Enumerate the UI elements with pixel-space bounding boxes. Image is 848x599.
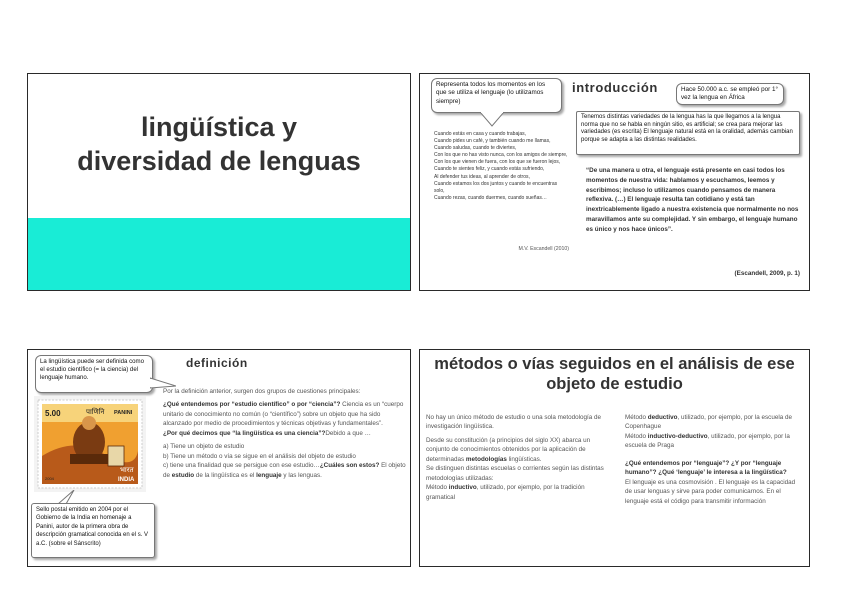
list-c-mid: El objeto de: [163, 462, 406, 479]
question-2-bold: ¿Por qué decimos que “la lingüística es una ciencia”?: [163, 429, 326, 437]
left-paragraph-4: [426, 483, 604, 502]
list-c-bold3: lenguaje: [256, 471, 282, 479]
right-p1-end: , utilizado, por ejemplo, por la escuela de Copenhague: [625, 414, 792, 431]
right-p2-bold: inductivo-deductivo: [647, 432, 708, 440]
slide-title: [27, 73, 411, 291]
left-paragraph-2: [426, 436, 604, 464]
stamp-value: 5.00: [45, 409, 61, 418]
right-paragraph-2: [625, 432, 803, 451]
poem-line: Con los que vienen de fuera, con los que se fueron lejos,: [434, 159, 561, 166]
definicion-title: definición: [186, 356, 248, 370]
slide-title-heading: [28, 110, 410, 178]
poem-line: Cuando estamos los dos juntos y cuando te encuentras solo,: [434, 180, 558, 194]
list-item-c: [163, 461, 407, 480]
right-p1-pre: Método: [625, 414, 648, 421]
right-question: [625, 459, 803, 478]
right-p1-bold: deductivo: [647, 414, 678, 421]
left-paragraph-1: No hay un único método de estudio o una sola metodología de investigación lingüística.: [426, 414, 602, 431]
definicion-body: [163, 387, 407, 480]
left-p2-end: lingüísticas.: [506, 455, 542, 463]
left-p4-end: , utilizado, por ejemplo, por la tradición gramatical: [426, 484, 585, 501]
metodos-title: métodos o vías seguidos en el análisis de ese objeto de estudio: [434, 355, 795, 393]
poem: [434, 131, 569, 202]
slide-introduccion: [419, 73, 810, 291]
callout-varieties-text: Tenemos distintas variedades de la lengua has la que llegamos a la lengua norma que no se habla en ningún sitio, es artificial; se crea para mejorar las variedades (es escrita) El lenguaje natural está en la oralidad, además cambian porque se adapta a las distintas realidades.: [581, 114, 793, 143]
left-p2-bold: metodologías: [465, 455, 507, 463]
list-c-mid2: de la lingüística es el: [194, 471, 257, 479]
question-2-text: Debido a que …: [325, 429, 371, 437]
poem-line: Cuando te sientes feliz, y cuando estás sufriendo,: [434, 166, 545, 173]
intro-text: Por la definición anterior, surgen dos grupos de cuestiones principales:: [163, 388, 361, 395]
right-question-bold: ¿Qué entendemos por “lenguaje”? ¿Y por “lenguaje humano”? ¿Qué ‘lenguaje’ le interesa a la lingüística?: [625, 459, 787, 477]
poem-line: Al defender tus ideas, al aprender de otros,: [434, 173, 530, 180]
poem-line: Cuando pides un café, y también cuando me llamas,: [434, 138, 551, 145]
list-c-bold2: estudio: [171, 471, 195, 479]
poem-line: Con los que no has visto nunca, con los amigos de siempre,: [434, 152, 568, 159]
poem-line: Cuando rezas, cuando duermes, cuando sueñas…: [434, 194, 547, 201]
slide-definicion: [27, 349, 411, 567]
stamp-name-hindi: पाणिनि: [86, 408, 105, 416]
introduccion-title: introducción: [572, 80, 658, 95]
left-p4-bold: inductivo: [448, 484, 477, 492]
left-paragraph-3: Se distinguen distintas escuelas o corrientes según las distintas metodologías utilizadas:: [426, 465, 604, 482]
list-c-bold1: ¿Cuáles son estos?: [319, 462, 380, 470]
callout-stamp: [31, 503, 155, 558]
stamp-name: PANINI: [114, 410, 133, 416]
question-1-text: Ciencia es un “cuerpo unitario de conocimiento no común (o “científico”) sobre un objeto que ha sido alcanzado por medio de procedimientos y técnicas objetivas y fundamentales”.: [163, 401, 404, 428]
list-item-b: b) Tiene un método o vía se sigue en el análisis del objeto de estudio: [163, 452, 356, 460]
poem-line: Cuando estás en casa y cuando trabajas,: [434, 131, 527, 137]
callout-definition: [35, 355, 153, 393]
list-c-end: y las lenguas.: [281, 471, 322, 479]
quote-source: (Escandell, 2009, p. 1): [734, 270, 800, 277]
callout-date: [676, 83, 784, 105]
accent-band: [28, 218, 410, 291]
right-p2-end: , utilizado, por ejemplo, por la escuela de Praga: [625, 432, 790, 450]
list-c-pre: c) tiene una finalidad que se persigue con ese estudio…: [163, 462, 320, 470]
stamp-country-hindi: भारत: [120, 466, 134, 474]
right-p2-pre: Método: [625, 432, 648, 440]
poem-source: M.V. Escandell (2010): [518, 246, 569, 252]
callout-tail: [480, 112, 504, 128]
left-p4-pre: Método: [426, 484, 449, 492]
escandell-quote: “De una manera u otra, el lenguaje está presente en casi todos los momentos de nuestra vida: hablamos y escuchamos, leemos y escribimos; incluso lo utilizamos cuando pensamos de manera reflexiva. (…) El lenguaje resulta tan cotidiano y está tan inextricablemente ligado a nuestra existencia que normalmente no nos maravillamos ante su complejidad. Y sin embargo, el lenguaje humano es único y nos hace únicos”.: [586, 167, 799, 233]
callout-poem-intro: [431, 78, 562, 113]
callout-varieties: [576, 111, 800, 155]
callout-stamp-text: Sello postal emitido en 2004 por el Gobierno de la India en homenaje a Panini, autor de la primera obra de descripción gramatical conocida en el s. V a.C. (sobre el Sánscrito): [36, 507, 149, 547]
poem-line: Cuando saludas, cuando te diviertes,: [434, 145, 517, 152]
left-p2-pre: Desde su constitución (a principios del siglo XX) abarca un conjunto de conocimientos obtenidos por la aplicación de determinadas: [426, 436, 591, 463]
callout-definition-text: La lingüística puede ser definida como el estudio científico (= la ciencia) del lenguaje humano.: [40, 358, 144, 382]
stamp-country: INDIA: [118, 477, 135, 483]
title-line-2: diversidad de lenguas: [77, 146, 361, 177]
callout-poem-intro-text: Representa todos los momentos en los que se utiliza el lenguaje (lo utilizamos siempre): [436, 81, 546, 105]
right-paragraph-1: [625, 413, 803, 432]
slide-metodos: [419, 349, 810, 567]
left-column: [426, 413, 604, 506]
question-1-bold: ¿Qué entendemos por “estudio científico” o por “ciencia”?: [163, 401, 341, 409]
list-item-a: a) Tiene un objeto de estudio: [163, 443, 245, 451]
question-1: [163, 400, 407, 438]
callout-tail: [58, 490, 78, 504]
right-column: [625, 413, 803, 510]
panini-stamp-image: [34, 396, 146, 492]
right-paragraph-3: El lenguaje es una cosmovisión . El lenguaje es la capacidad de usar lenguas y sirve para poder comunicarnos. En el lenguaje está el código para transmitir información: [625, 478, 796, 505]
callout-date-text: Hace 50.000 a.c. se empleó por 1° vez la lengua en África: [681, 86, 779, 102]
title-line-1: lingüística y: [140, 112, 298, 142]
stamp-year: 2004: [45, 476, 54, 481]
